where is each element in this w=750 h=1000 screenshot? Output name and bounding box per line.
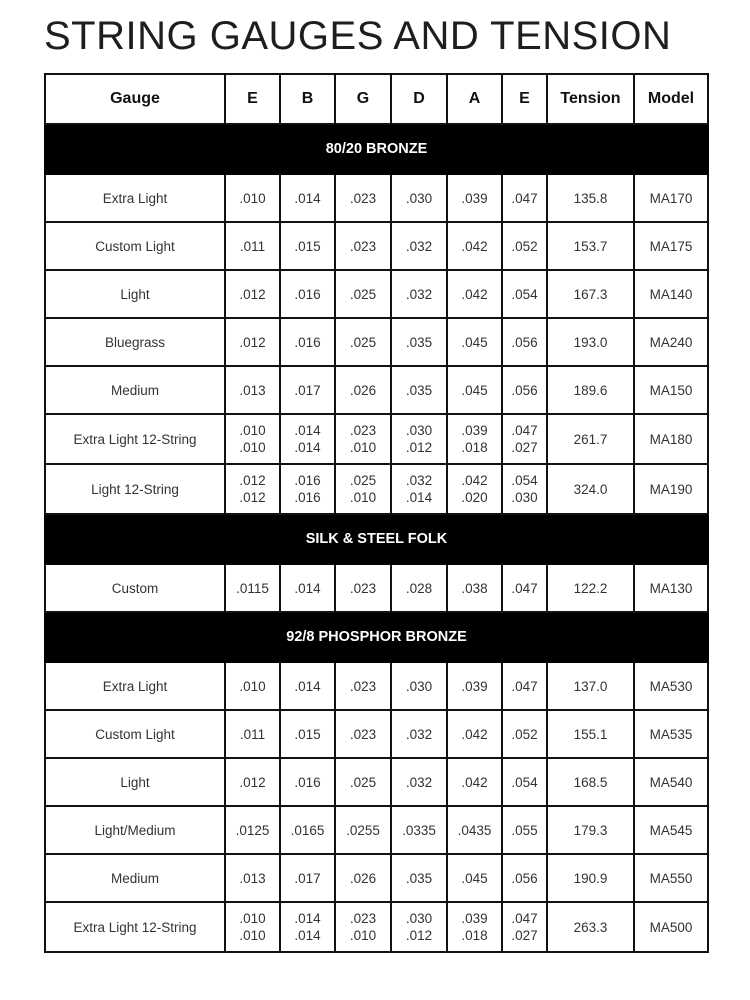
string-e-high-cell: [225, 758, 280, 806]
string-d-cell: [391, 222, 447, 270]
table-row: [45, 854, 708, 902]
string-a-cell: [447, 318, 502, 366]
string-e-low-cell: [502, 222, 547, 270]
gauge-name-cell: Extra Light: [45, 174, 225, 222]
gauge-value: .0165: [290, 822, 325, 838]
string-d-cell: [391, 564, 447, 612]
tension-cell: 261.7: [547, 414, 634, 464]
string-d-cell: [391, 854, 447, 902]
gauge-value: .032: [405, 774, 433, 790]
tension-cell: 167.3: [547, 270, 634, 318]
gauge-value: .010: [239, 678, 266, 694]
table-row: [45, 366, 708, 414]
table-row: [45, 564, 708, 612]
model-cell: MA130: [634, 564, 708, 612]
string-gauges-table: [44, 73, 709, 953]
gauge-value: .017: [294, 870, 321, 886]
string-b-cell: [280, 366, 335, 414]
string-g-cell: [335, 806, 391, 854]
string-e-high-cell: [225, 174, 280, 222]
gauge-value: .039: [461, 911, 488, 926]
gauge-value: .012: [405, 440, 433, 455]
gauge-value: .011: [239, 726, 266, 742]
gauge-value: .045: [461, 334, 488, 350]
gauge-value: .039: [461, 190, 488, 206]
gauge-name-cell: Custom Light: [45, 710, 225, 758]
section-header-row: [45, 612, 708, 662]
model-cell: MA530: [634, 662, 708, 710]
string-d-cell: [391, 806, 447, 854]
string-g-cell: [335, 464, 391, 514]
string-e-high-cell: [225, 854, 280, 902]
header-row: [45, 74, 708, 124]
gauge-value: .026: [349, 382, 377, 398]
gauge-value: .011: [239, 238, 266, 254]
column-header-e-high: E: [225, 74, 280, 124]
gauge-name-cell: Extra Light 12-String: [45, 902, 225, 952]
gauge-value: .047: [511, 423, 538, 438]
string-d-cell: [391, 710, 447, 758]
column-header-gauge: Gauge: [45, 74, 225, 124]
gauge-value: .014: [294, 190, 321, 206]
gauge-value: .023: [349, 678, 377, 694]
gauge-value: .030: [405, 678, 433, 694]
string-a-cell: [447, 758, 502, 806]
column-header-d: D: [391, 74, 447, 124]
gauge-value: .025: [349, 334, 377, 350]
string-e-high-cell: [225, 902, 280, 952]
model-cell: MA550: [634, 854, 708, 902]
section-header-row: [45, 514, 708, 564]
string-g-cell: [335, 366, 391, 414]
gauge-value: .027: [511, 440, 538, 455]
table-row: [45, 174, 708, 222]
tension-cell: 137.0: [547, 662, 634, 710]
gauge-value: .014: [294, 423, 321, 438]
string-b-cell: [280, 902, 335, 952]
gauge-value: .023: [349, 190, 377, 206]
string-g-cell: [335, 564, 391, 612]
string-a-cell: [447, 564, 502, 612]
gauge-value: .023: [349, 580, 377, 596]
column-header-e-low: E: [502, 74, 547, 124]
gauge-value: .016: [294, 286, 321, 302]
string-a-cell: [447, 662, 502, 710]
gauge-value: .047: [511, 678, 538, 694]
gauge-value: .012: [405, 928, 433, 943]
string-a-cell: [447, 222, 502, 270]
gauge-name-cell: Bluegrass: [45, 318, 225, 366]
gauge-name-cell: Light: [45, 270, 225, 318]
string-d-cell: [391, 366, 447, 414]
string-b-cell: [280, 662, 335, 710]
column-header-tension: Tension: [547, 74, 634, 124]
string-g-cell: [335, 174, 391, 222]
gauge-value: .014: [294, 678, 321, 694]
string-b-cell: [280, 270, 335, 318]
page-title: STRING GAUGES AND TENSION: [44, 14, 672, 58]
gauge-value: .052: [511, 238, 538, 254]
gauge-value: .023: [349, 726, 377, 742]
gauge-name-cell: Medium: [45, 854, 225, 902]
gauge-value: .012: [239, 490, 266, 505]
gauge-value: .039: [461, 678, 488, 694]
string-e-low-cell: [502, 758, 547, 806]
tension-cell: 168.5: [547, 758, 634, 806]
gauge-value: .054: [511, 774, 538, 790]
section-header-row: [45, 124, 708, 174]
string-b-cell: [280, 564, 335, 612]
gauge-value: .030: [405, 423, 433, 438]
string-e-high-cell: [225, 222, 280, 270]
string-e-high-cell: [225, 662, 280, 710]
gauge-value: .042: [461, 473, 488, 488]
gauge-value: .056: [511, 334, 538, 350]
gauge-value: .010: [349, 440, 377, 455]
tension-cell: 155.1: [547, 710, 634, 758]
string-e-high-cell: [225, 366, 280, 414]
gauge-value: .045: [461, 382, 488, 398]
string-a-cell: [447, 806, 502, 854]
string-b-cell: [280, 414, 335, 464]
gauge-value: .014: [294, 911, 321, 926]
gauge-value: .056: [511, 870, 538, 886]
gauge-value: .018: [461, 928, 488, 943]
gauge-name-cell: Extra Light 12-String: [45, 414, 225, 464]
gauge-value: .039: [461, 423, 488, 438]
string-e-low-cell: [502, 464, 547, 514]
tension-cell: 122.2: [547, 564, 634, 612]
gauge-value: .045: [461, 870, 488, 886]
string-e-low-cell: [502, 662, 547, 710]
string-d-cell: [391, 318, 447, 366]
string-g-cell: [335, 902, 391, 952]
gauge-value: .023: [349, 238, 377, 254]
string-g-cell: [335, 758, 391, 806]
model-cell: MA540: [634, 758, 708, 806]
gauge-name-cell: Custom Light: [45, 222, 225, 270]
gauge-value: .035: [405, 870, 433, 886]
string-b-cell: [280, 464, 335, 514]
gauge-name-cell: Custom: [45, 564, 225, 612]
model-cell: MA500: [634, 902, 708, 952]
model-cell: MA535: [634, 710, 708, 758]
gauge-value: .012: [239, 286, 266, 302]
string-g-cell: [335, 710, 391, 758]
string-e-low-cell: [502, 902, 547, 952]
tension-cell: 324.0: [547, 464, 634, 514]
table-row: [45, 414, 708, 464]
string-e-high-cell: [225, 318, 280, 366]
gauge-value: .0125: [235, 822, 270, 838]
string-a-cell: [447, 464, 502, 514]
gauge-value: .016: [294, 473, 321, 488]
string-b-cell: [280, 710, 335, 758]
gauge-value: .017: [294, 382, 321, 398]
gauge-value: .014: [294, 440, 321, 455]
string-e-high-cell: [225, 710, 280, 758]
model-cell: MA140: [634, 270, 708, 318]
string-g-cell: [335, 854, 391, 902]
string-a-cell: [447, 174, 502, 222]
section-title: 92/8 PHOSPHOR BRONZE: [45, 612, 708, 662]
string-d-cell: [391, 662, 447, 710]
model-cell: MA545: [634, 806, 708, 854]
table-row: [45, 464, 708, 514]
gauge-value: .010: [349, 490, 377, 505]
model-cell: MA180: [634, 414, 708, 464]
gauge-value: .030: [405, 911, 433, 926]
gauge-value: .018: [461, 440, 488, 455]
tension-cell: 153.7: [547, 222, 634, 270]
gauge-value: .038: [461, 580, 488, 596]
string-b-cell: [280, 318, 335, 366]
string-e-low-cell: [502, 806, 547, 854]
string-e-low-cell: [502, 366, 547, 414]
gauge-value: .028: [405, 580, 433, 596]
column-header-model: Model: [634, 74, 708, 124]
gauge-value: .054: [511, 286, 538, 302]
string-e-low-cell: [502, 710, 547, 758]
string-a-cell: [447, 366, 502, 414]
table-row: [45, 806, 708, 854]
string-e-low-cell: [502, 564, 547, 612]
string-d-cell: [391, 758, 447, 806]
table-body: [45, 124, 708, 952]
gauge-value: .042: [461, 286, 488, 302]
gauge-value: .032: [405, 238, 433, 254]
string-a-cell: [447, 854, 502, 902]
gauge-value: .014: [294, 580, 321, 596]
gauge-value: .016: [294, 334, 321, 350]
gauge-value: .0335: [402, 822, 436, 838]
string-a-cell: [447, 270, 502, 318]
gauge-value: .012: [239, 774, 266, 790]
string-e-low-cell: [502, 174, 547, 222]
gauge-value: .023: [349, 911, 377, 926]
string-b-cell: [280, 758, 335, 806]
gauge-value: .010: [239, 928, 266, 943]
gauge-value: .010: [239, 190, 266, 206]
model-cell: MA240: [634, 318, 708, 366]
gauge-value: .012: [239, 334, 266, 350]
gauge-value: .032: [405, 473, 433, 488]
table-row: [45, 710, 708, 758]
gauge-value: .025: [349, 473, 377, 488]
gauge-value: .013: [239, 382, 266, 398]
gauge-value: .052: [511, 726, 538, 742]
gauge-value: .015: [294, 238, 321, 254]
gauge-value: .010: [239, 423, 266, 438]
string-g-cell: [335, 270, 391, 318]
gauge-name-cell: Light: [45, 758, 225, 806]
string-e-high-cell: [225, 414, 280, 464]
gauge-value: .010: [239, 440, 266, 455]
string-d-cell: [391, 464, 447, 514]
gauge-value: .012: [239, 473, 266, 488]
string-g-cell: [335, 662, 391, 710]
string-e-high-cell: [225, 270, 280, 318]
gauge-value: .025: [349, 286, 377, 302]
string-d-cell: [391, 174, 447, 222]
gauge-value: .056: [511, 382, 538, 398]
string-b-cell: [280, 174, 335, 222]
table-row: [45, 222, 708, 270]
string-g-cell: [335, 222, 391, 270]
gauge-value: .047: [511, 911, 538, 926]
gauge-value: .030: [405, 190, 433, 206]
string-e-high-cell: [225, 806, 280, 854]
column-header-g: G: [335, 74, 391, 124]
table-row: [45, 902, 708, 952]
gauge-value: .032: [405, 726, 433, 742]
string-a-cell: [447, 902, 502, 952]
gauge-value: .010: [349, 928, 377, 943]
string-b-cell: [280, 806, 335, 854]
section-title: SILK & STEEL FOLK: [45, 514, 708, 564]
string-a-cell: [447, 414, 502, 464]
gauge-value: .013: [239, 870, 266, 886]
string-d-cell: [391, 902, 447, 952]
gauge-value: .0115: [236, 580, 269, 596]
gauge-value: .010: [239, 911, 266, 926]
string-e-high-cell: [225, 464, 280, 514]
gauge-value: .015: [294, 726, 321, 742]
gauge-name-cell: Medium: [45, 366, 225, 414]
gauge-value: .047: [511, 580, 538, 596]
gauge-value: .026: [349, 870, 377, 886]
gauge-value: .016: [294, 774, 321, 790]
column-header-a: A: [447, 74, 502, 124]
string-e-low-cell: [502, 318, 547, 366]
gauge-value: .047: [511, 190, 538, 206]
gauge-value: .020: [461, 490, 488, 505]
string-g-cell: [335, 318, 391, 366]
string-e-low-cell: [502, 854, 547, 902]
gauge-value: .0255: [346, 822, 380, 838]
section-title: 80/20 BRONZE: [45, 124, 708, 174]
string-d-cell: [391, 414, 447, 464]
gauge-name-cell: Extra Light: [45, 662, 225, 710]
model-cell: MA150: [634, 366, 708, 414]
gauge-value: .025: [349, 774, 377, 790]
gauge-value: .054: [511, 473, 538, 488]
table-row: [45, 318, 708, 366]
tension-cell: 189.6: [547, 366, 634, 414]
table-row: [45, 270, 708, 318]
tension-cell: 179.3: [547, 806, 634, 854]
gauge-value: .042: [461, 726, 488, 742]
gauge-value: .035: [405, 334, 433, 350]
string-b-cell: [280, 854, 335, 902]
string-g-cell: [335, 414, 391, 464]
string-e-low-cell: [502, 270, 547, 318]
model-cell: MA175: [634, 222, 708, 270]
column-header-b: B: [280, 74, 335, 124]
tension-cell: 190.9: [547, 854, 634, 902]
gauge-value: .042: [461, 238, 488, 254]
gauge-value: .0435: [457, 822, 492, 838]
string-a-cell: [447, 710, 502, 758]
tension-cell: 135.8: [547, 174, 634, 222]
table-row: [45, 662, 708, 710]
gauge-name-cell: Light/Medium: [45, 806, 225, 854]
table-row: [45, 758, 708, 806]
gauge-value: .014: [405, 490, 433, 505]
gauge-value: .035: [405, 382, 433, 398]
gauge-value: .016: [294, 490, 321, 505]
gauge-value: .014: [294, 928, 321, 943]
model-cell: MA170: [634, 174, 708, 222]
tension-cell: 193.0: [547, 318, 634, 366]
string-e-low-cell: [502, 414, 547, 464]
model-cell: MA190: [634, 464, 708, 514]
tension-cell: 263.3: [547, 902, 634, 952]
string-d-cell: [391, 270, 447, 318]
gauge-value: .030: [511, 490, 538, 505]
string-b-cell: [280, 222, 335, 270]
gauge-value: .023: [349, 423, 377, 438]
gauge-value: .032: [405, 286, 433, 302]
gauge-value: .055: [511, 822, 538, 838]
gauge-name-cell: Light 12-String: [45, 464, 225, 514]
gauge-value: .027: [511, 928, 538, 943]
gauge-value: .042: [461, 774, 488, 790]
string-e-high-cell: [225, 564, 280, 612]
